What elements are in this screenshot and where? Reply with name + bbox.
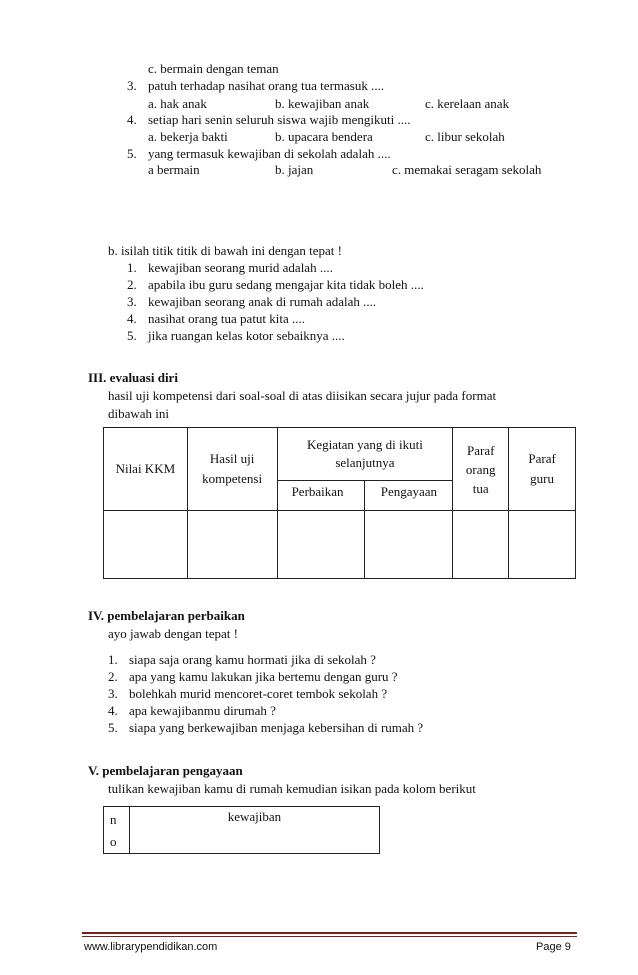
question-text: yang termasuk kewajiban di sekolah adalah .... xyxy=(148,146,391,161)
section5-title: V. pembelajaran pengayaan xyxy=(88,763,243,778)
list-item-number: 5. xyxy=(108,720,118,735)
list-item-text: apa kewajibanmu dirumah ? xyxy=(129,703,276,718)
option-a: a bermain xyxy=(148,162,200,177)
section3-line1: hasil uji kompetensi dari soal-soal di atas diisikan secara jujur pada format xyxy=(108,388,497,403)
cell-nilai-kkm[interactable] xyxy=(104,511,188,579)
question-text: patuh terhadap nasihat orang tua termasuk .... xyxy=(148,78,385,93)
option-c: c. memakai seragam sekolah xyxy=(392,162,542,177)
option-a: a. bekerja bakti xyxy=(148,129,228,144)
option-b: b. upacara bendera xyxy=(275,129,373,144)
option-b: b. kewajiban anak xyxy=(275,96,370,111)
cell-hasil-uji[interactable] xyxy=(187,511,277,579)
header-perbaikan: Perbaikan xyxy=(277,481,365,511)
list-item-text: nasihat orang tua patut kita .... xyxy=(148,311,306,326)
col-no: n o xyxy=(104,807,130,854)
option-line: c. bermain dengan teman xyxy=(148,61,279,76)
footer-rule-thin xyxy=(82,936,577,937)
list-item-text: bolehkah murid mencoret-coret tembok sekolah ? xyxy=(129,686,388,701)
option-b: b. jajan xyxy=(275,162,314,177)
header-paraf-guru: Paraf guru xyxy=(509,428,576,511)
section3-title: III. evaluasi diri xyxy=(88,370,178,385)
section4-intro: ayo jawab dengan tepat ! xyxy=(108,626,238,641)
header-kegiatan: Kegiatan yang di ikuti selanjutnya xyxy=(277,428,453,481)
list-item-number: 4. xyxy=(108,703,118,718)
list-item-text: kewajiban seorang murid adalah .... xyxy=(148,260,333,275)
header-pengayaan: Pengayaan xyxy=(365,481,453,511)
option-c: c. kerelaan anak xyxy=(425,96,510,111)
section4-title: IV. pembelajaran perbaikan xyxy=(88,608,245,623)
section-b-heading: b. isilah titik titik di bawah ini dengan tepat ! xyxy=(108,243,342,258)
list-item-number: 3. xyxy=(127,294,137,309)
list-item-number: 1. xyxy=(127,260,137,275)
list-item-text: apa yang kamu lakukan jika bertemu dengan guru ? xyxy=(129,669,398,684)
cell-pengayaan[interactable] xyxy=(365,511,453,579)
col-kewajiban: kewajiban xyxy=(129,807,379,854)
list-item-text: kewajiban seorang anak di rumah adalah .... xyxy=(148,294,377,309)
question-number: 5. xyxy=(127,146,137,161)
footer-page-number: Page 9 xyxy=(536,941,571,953)
option-c: c. libur sekolah xyxy=(425,129,505,144)
section5-intro: tulikan kewajiban kamu di rumah kemudian isikan pada kolom berikut xyxy=(108,781,476,796)
list-item-text: jika ruangan kelas kotor sebaiknya .... xyxy=(148,328,345,343)
section3-line2: dibawah ini xyxy=(108,406,170,421)
list-item-text: siapa saja orang kamu hormati jika di sekolah ? xyxy=(129,652,376,667)
list-item-number: 2. xyxy=(108,669,118,684)
option-a: a. hak anak xyxy=(148,96,207,111)
list-item-number: 3. xyxy=(108,686,118,701)
cell-paraf-orang-tua[interactable] xyxy=(453,511,509,579)
footer-site: www.librarypendidikan.com xyxy=(84,941,218,953)
cell-paraf-guru[interactable] xyxy=(509,511,576,579)
kewajiban-table xyxy=(103,806,380,854)
list-item-text: siapa yang berkewajiban menjaga kebersihan di rumah ? xyxy=(129,720,424,735)
footer-rule xyxy=(82,932,577,934)
evaluation-table xyxy=(103,427,576,579)
cell-perbaikan[interactable] xyxy=(277,511,365,579)
header-hasil-uji: Hasil uji kompetensi xyxy=(187,428,277,511)
question-text: setiap hari senin seluruh siswa wajib mengikuti .... xyxy=(148,112,411,127)
list-item-text: apabila ibu guru sedang mengajar kita tidak boleh .... xyxy=(148,277,424,292)
list-item-number: 5. xyxy=(127,328,137,343)
list-item-number: 1. xyxy=(108,652,118,667)
list-item-number: 4. xyxy=(127,311,137,326)
question-number: 3. xyxy=(127,78,137,93)
header-paraf-orang-tua: Paraf orang tua xyxy=(453,428,509,511)
list-item-number: 2. xyxy=(127,277,137,292)
question-number: 4. xyxy=(127,112,137,127)
header-nilai-kkm: Nilai KKM xyxy=(104,428,188,511)
